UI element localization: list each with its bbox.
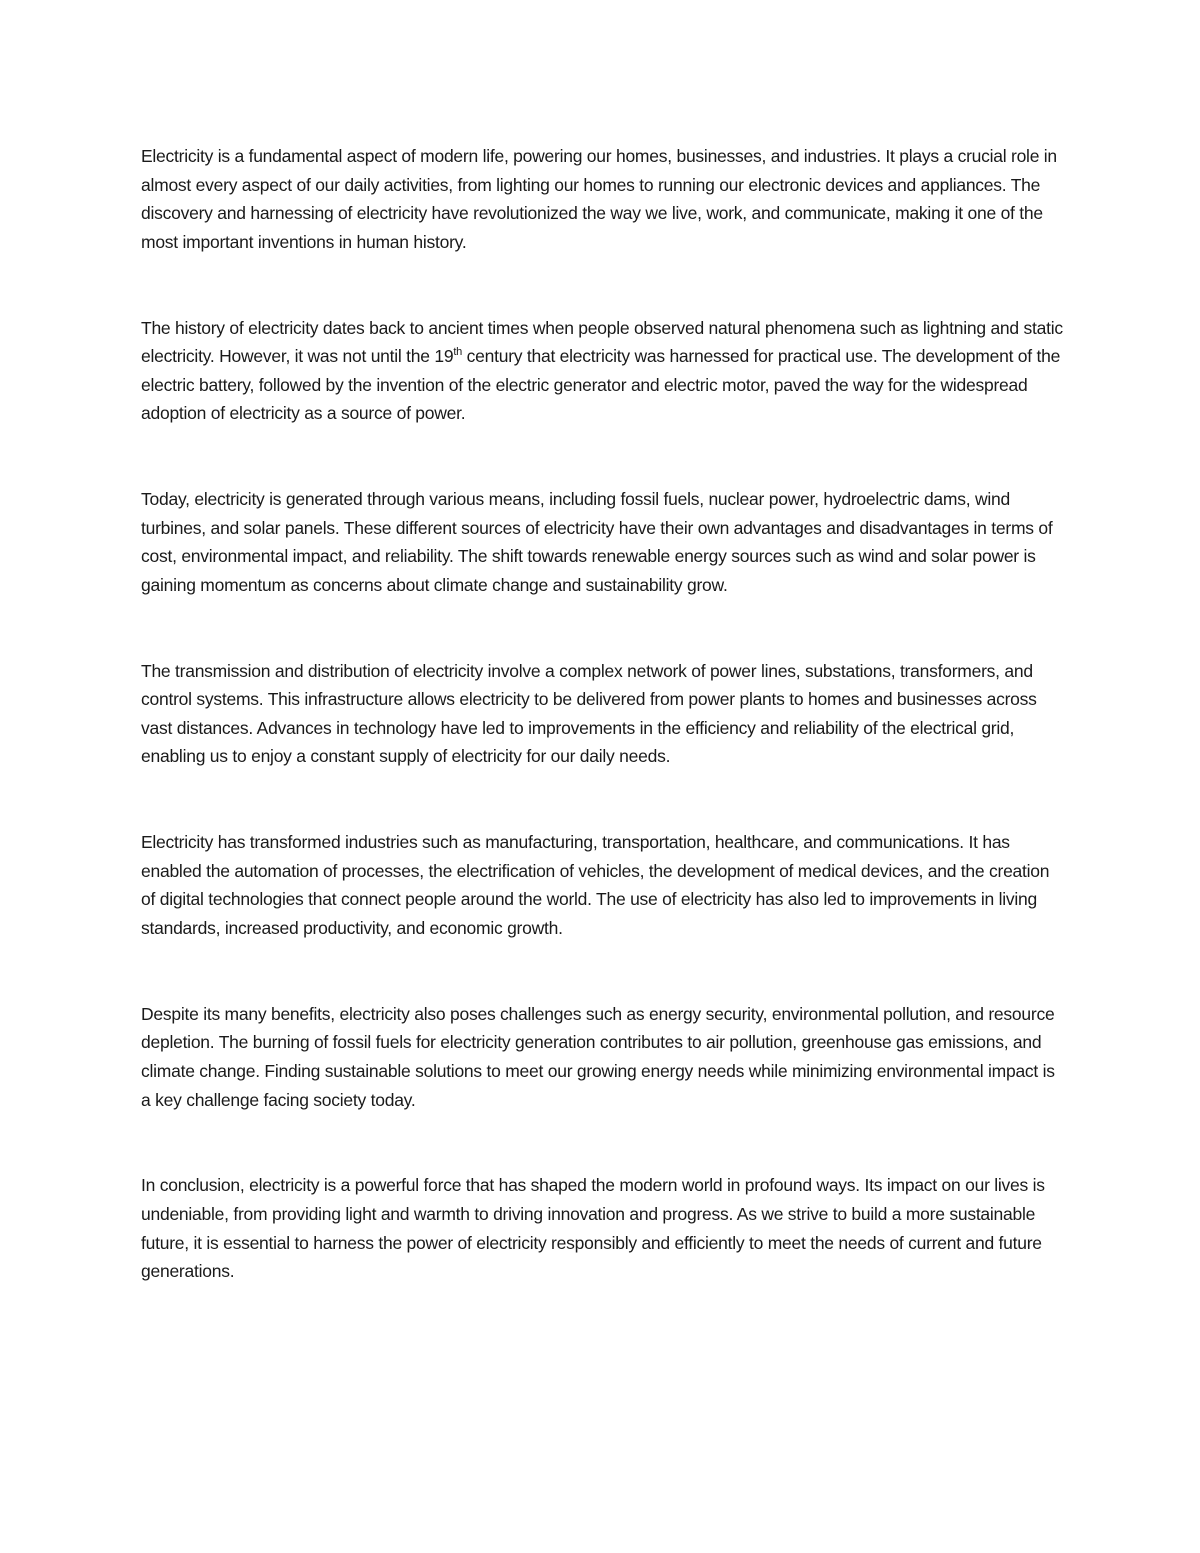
paragraph-challenges: Despite its many benefits, electricity also poses challenges such as energy security, environmental pollution, and resource depletion. The burning of fossil fuels for electricity generation contributes to air pollution, greenhouse gas emissions, and climate change. Finding sustainable solutions to meet our growing energy needs while minimizing environmental impact is a key challenge facing society today. <box>141 1003 1055 1110</box>
paragraph-generation: Today, electricity is generated through various means, including fossil fuels, nuclear power, hydroelectric dams, wind turbines, and solar panels. These different sources of electricity have their own advantages and disadvantages in terms of cost, environmental impact, and reliability. The shift towards renewable energy sources such as wind and solar power is gaining momentum as concerns about climate change and sustainability grow. <box>141 489 1053 595</box>
paragraph-history-text-before: The history of electricity dates back to ancient times when people observed natural phenomena such as lightning and static electricity. However, it was not until the 19 <box>141 317 1063 367</box>
paragraph-transmission: The transmission and distribution of electricity involve a complex network of power lines, substations, transformers, and control systems. This infrastructure allows electricity to be delivered from power plants to homes and businesses across vast distances. Advances in technology have led to improvements in the efficiency and reliability of the electrical grid, enabling us to enjoy a constant supply of electricity for our daily needs. <box>141 660 1037 767</box>
paragraph-intro: Electricity is a fundamental aspect of modern life, powering our homes, businesses, and industries. It plays a crucial role in almost every aspect of our daily activities, from lighting our homes to running our electronic devices and appliances. The discovery and harnessing of electricity have revolutionized the way we live, work, and communicate, making it one of the most important inventions in human history. <box>141 146 1057 252</box>
ordinal-superscript: th <box>453 346 463 359</box>
paragraph-history <box>141 314 1066 428</box>
document-body <box>141 142 1066 1343</box>
paragraph-history-text-after: century that electricity was harnessed for practical use. The development of the electric battery, followed by the invention of the electric generator and electric motor, paved the way for the widespread adoption of electricity as a source of power. <box>141 346 1061 424</box>
paragraph-industries: Electricity has transformed industries such as manufacturing, transportation, healthcare, and communications. It has enabled the automation of processes, the electrification of vehicles, the development of medical devices, and the creation of digital technologies that connect people around the world. The use of electricity has also led to improvements in living standards, increased productivity, and economic growth. <box>141 832 1050 939</box>
paragraph-conclusion: In conclusion, electricity is a powerful force that has shaped the modern world in profound ways. Its impact on our lives is undeniable, from providing light and warmth to driving innovation and progress. As we strive to build a more sustainable future, it is essential to harness the power of electricity responsibly and efficiently to meet the needs of current and future generations. <box>141 1175 1045 1282</box>
